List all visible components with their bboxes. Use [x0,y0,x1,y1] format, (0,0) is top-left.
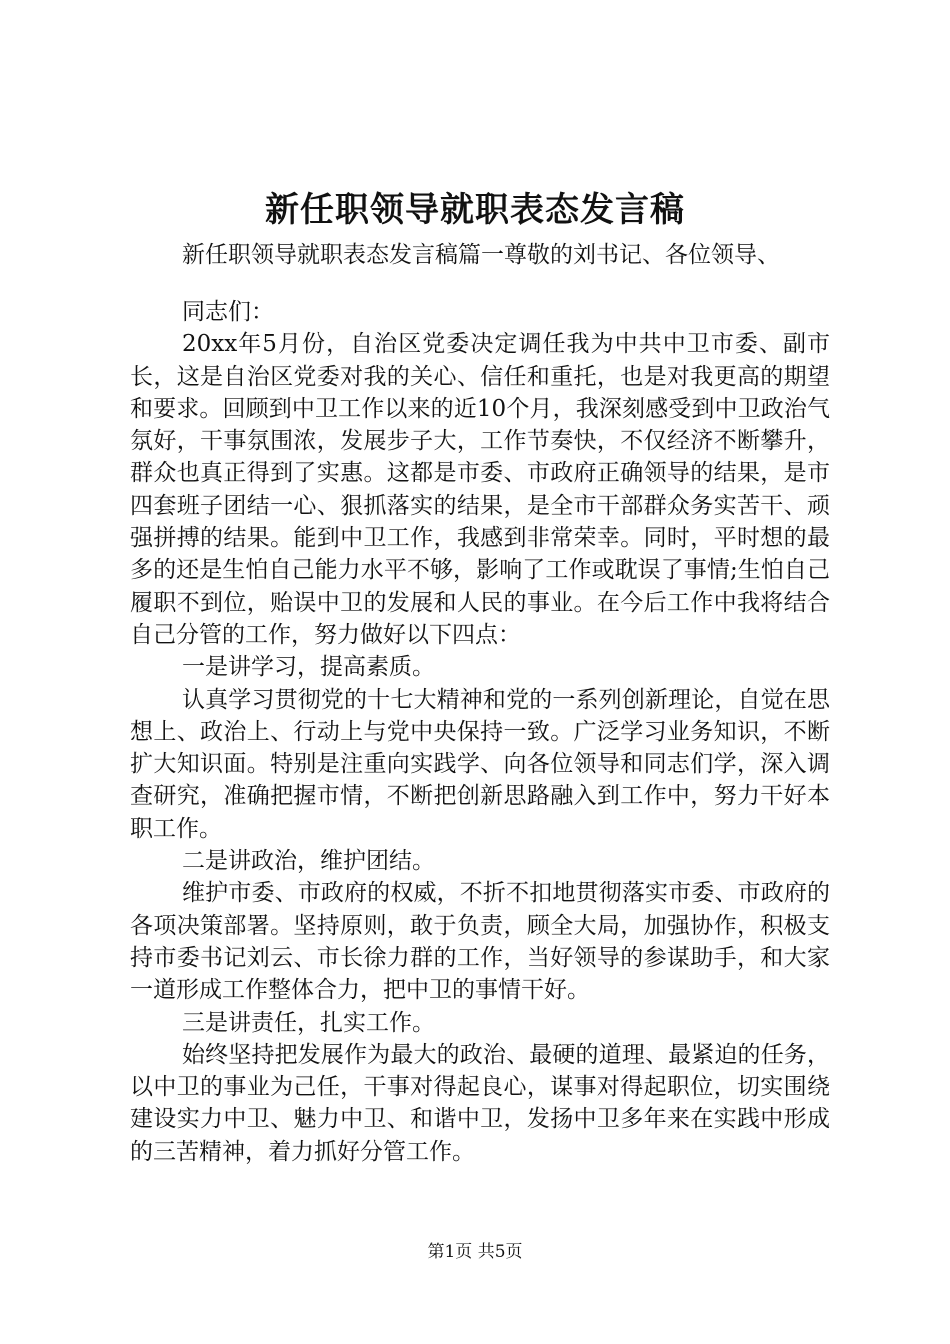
point-three-heading: 三是讲责任，扎实工作。 [182,1009,435,1036]
point-one-paragraph: 认真学习贯彻党的十七大精神和党的一系列创新理论，自觉在思想上、政治上、行动上与党中央保持一致。广泛学习业务知识，不断扩大知识面。特别是注重向实践学、向各位领导和同志们学，深入调查研究，准确把握市情，不断把创新思路融入到工作中，努力干好本职工作。 [130,686,830,842]
salutation-paragraph: 同志们： [182,299,274,325]
document-intro: 新任职领导就职表态发言稿篇一尊敬的刘书记、各位领导、 [182,242,780,268]
point-two-paragraph: 维护市委、市政府的权威，不折不扣地贯彻落实市委、市政府的各项决策部署。坚持原则，敢于负责，顾全大局，加强协作，积极支持市委书记刘云、市长徐力群的工作，当好领导的参谋助手，和大家一道形成工作整体合力，把中卫的事情干好。 [130,880,830,1004]
document-body [130,296,830,1168]
point-two-heading: 二是讲政治，维护团结。 [182,848,435,875]
opening-paragraph: 20xx年5月份，自治区党委决定调任我为中共中卫市委、副市长，这是自治区党委对我的关心、信任和重托，也是对我更高的期望和要求。回顾到中卫工作以来的近10个月，我深刻感受到中卫政治气氛好，干事氛围浓，发展步子大，工作节奏快，不仅经济不断攀升，群众也真正得到了实惠。这都是市委、市政府正确领导的结果，是市四套班子团结一心、狠抓落实的结果，是全市干部群众务实苦干、顽强拼搏的结果。能到中卫工作，我感到非常荣幸。同时，平时想的最多的还是生怕自己能力水平不够，影响了工作或耽误了事情;生怕自己履职不到位，贻误中卫的发展和人民的事业。在今后工作中我将结合自己分管的工作，努力做好以下四点： [130,331,830,648]
point-one-heading: 一是讲学习，提高素质。 [182,654,435,681]
point-three-paragraph: 始终坚持把发展作为最大的政治、最硬的道理、最紧迫的任务，以中卫的事业为己任，干事对得起良心，谋事对得起职位，切实围绕建设实力中卫、魅力中卫、和谐中卫，发扬中卫多年来在实践中形成的三苦精神，着力抓好分管工作。 [130,1041,830,1165]
document-title: 新任职领导就职表态发言稿 [265,190,685,230]
page-number-footer: 第1页 共5页 [427,1242,523,1262]
